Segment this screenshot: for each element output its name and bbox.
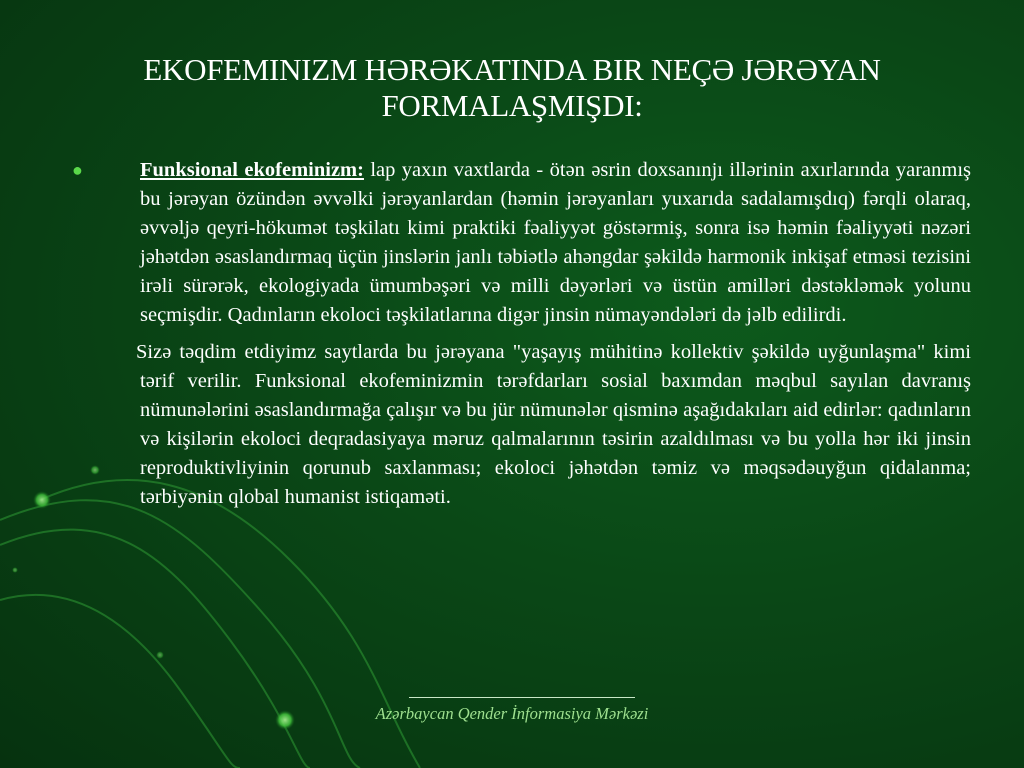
bullet-icon: ●	[72, 160, 83, 180]
slide-body	[72, 156, 972, 512]
bullet-paragraph	[72, 156, 972, 330]
slide-title-line-2: FORMALAŞMIŞDI:	[381, 88, 643, 123]
paragraph-1-text: lap yaxın vaxtlarda - ötən əsrin doxsanınjı illərinin axırlarında yaranmış bu jərəyan özündən əvvəlki jərəyanlardan (həmin jərəyanları yuxarıda sadalamışdıq) fərqli olaraq, əvvəljə qeyri-hökumət təşkilatı kimi praktiki fəaliyyət göstərmiş, sonra isə həmin fəaliyyəti nəzəri jəhətdən əsaslandırmaq üçün jinslərin janlı təbiətlə ahəngdar şəkildə harmonik inkişaf etməsi tezisini irəli sürərək, ekologiyada ümumbəşəri və milli dəyərləri və üstün amilləri dəstəkləmək yolunu seçmişdir. Qadınların ekoloci təşkilatlarına digər jinsin nümayəndələri də jəlb edilirdi.	[140, 159, 972, 326]
term-heading: Funksional ekofeminizm:	[140, 159, 364, 181]
slide-title-line-1: EKOFEMINIZM HƏRƏKATINDA BIR NEÇƏ JƏRƏYAN	[143, 52, 881, 87]
footer-divider	[409, 697, 635, 698]
footer-source: Azərbaycan Qender İnformasiya Mərkəzi	[375, 704, 649, 723]
slide-title	[60, 52, 964, 124]
paragraph-2-text: Sizə təqdim etdiyimz saytlarda bu jərəyana "yaşayış mühitinə kollektiv şəkildə uyğunlaşma" kimi tərif verilir. Funksional ekofeminizmin tərəfdarları sosial baxımdan məqbul sayılan davranış nümunələrini əsaslandırmağa çalışır və bu jür nümunələr qisminə aşağıdakıları aid edirlər: qadınların və kişilərin ekoloci deqradasiyaya məruz qalmalarının təsirin azaldılması və bu yolla hər iki jinsin reproduktivliyinin qorunub saxlanması; ekoloci jəhətdən təmiz və məqsədəuyğun qidalanma; tərbiyənin qlobal humanist istiqaməti.	[136, 341, 971, 508]
